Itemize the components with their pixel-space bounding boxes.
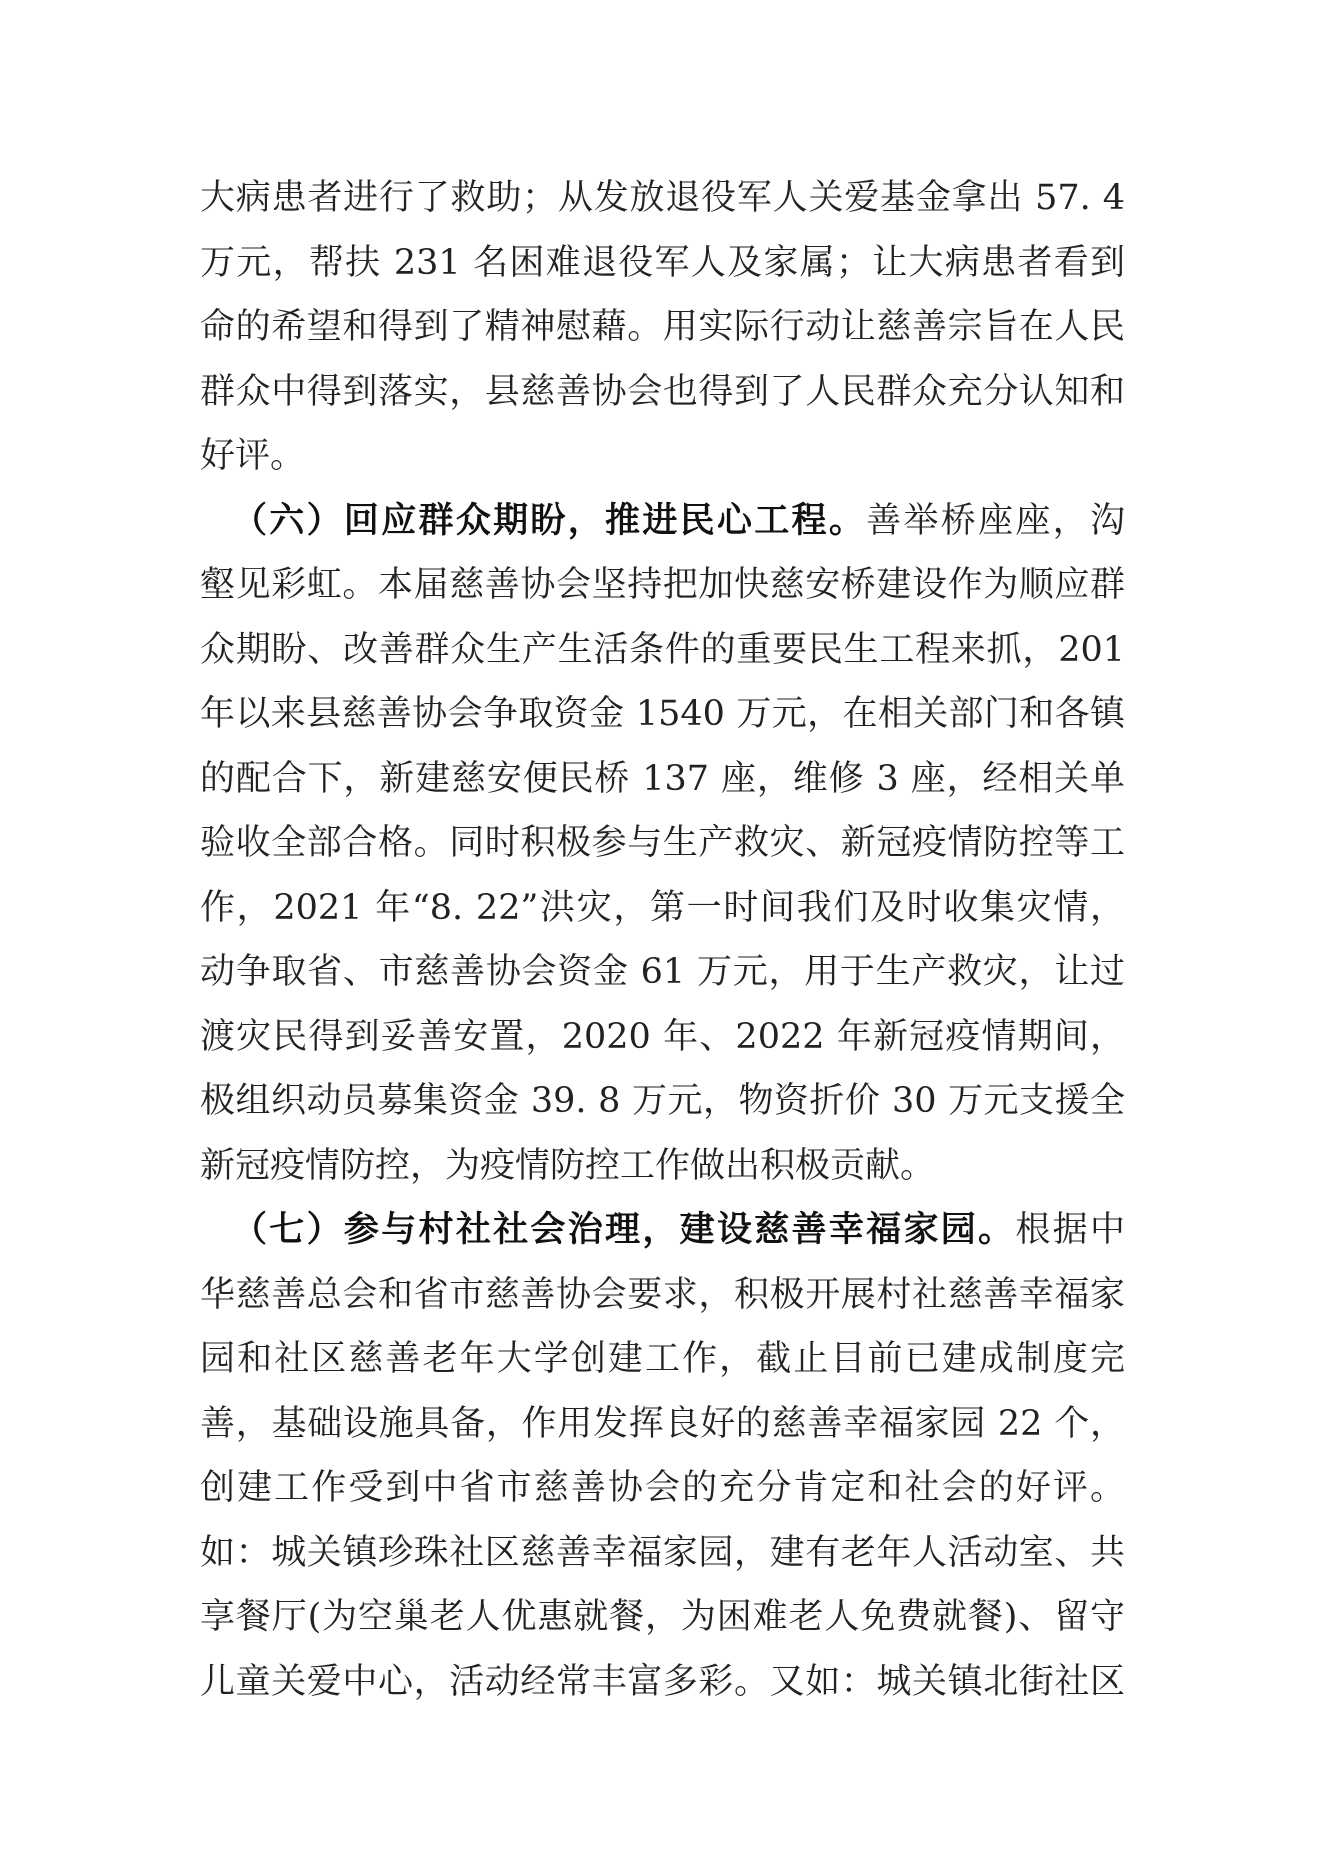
document-body: [200, 166, 1125, 1714]
text-line: 作，2021 年“8. 22”洪灾，第一时间我们及时收集灾情，: [200, 887, 1125, 928]
text-line: 群众中得到落实，县慈善协会也得到了人民群众充分认知和: [200, 371, 1125, 412]
text-line: 的配合下，新建慈安便民桥 137 座，维修 3 座，经相关单: [200, 758, 1125, 799]
text-line: 华慈善总会和省市慈善协会要求，积极开展村社慈善幸福家: [200, 1274, 1125, 1315]
text-line: 新冠疫情防控，为疫情防控工作做出积极贡献。: [200, 1145, 936, 1186]
text-line-with-heading: [200, 489, 1125, 554]
text-line: 极组织动员募集资金 39. 8 万元，物资折价 30 万元支援全: [200, 1081, 1125, 1121]
text-line: 众期盼、改善群众生产生活条件的重要民生工程来抓，201: [200, 629, 1125, 670]
paragraph-relief: [200, 166, 1125, 489]
text-line: 渡灾民得到妥善安置，2020 年、2022 年新冠疫情期间，: [200, 1016, 1125, 1057]
section-heading: （七）参与村社社会治理，建设慈善幸福家园。: [232, 1209, 1016, 1250]
text-line-with-heading: [200, 1198, 1125, 1263]
text-line: 验收全部合格。同时积极参与生产救灾、新冠疫情防控等工: [200, 823, 1125, 863]
text-line: 善，基础设施具备，作用发挥良好的慈善幸福家园 22 个，: [200, 1403, 1125, 1444]
text-line: 如：城关镇珍珠社区慈善幸福家园，建有老年人活动室、共: [200, 1532, 1125, 1573]
text-line: 动争取省、市慈善协会资金 61 万元，用于生产救灾，让过: [200, 952, 1125, 992]
paragraph-section-seven: [200, 1198, 1125, 1714]
text-line: 年以来县慈善协会争取资金 1540 万元，在相关部门和各镇: [200, 694, 1125, 734]
text-line: 好评。: [200, 436, 306, 476]
text-line: 大病患者进行了救助；从发放退役军人关爱基金拿出 57. 4: [200, 178, 1125, 218]
text-line: 创建工作受到中省市慈善协会的充分肯定和社会的好评。: [200, 1468, 1125, 1508]
text-line: 享餐厅(为空巢老人优惠就餐，为困难老人免费就餐)、留守: [200, 1597, 1125, 1637]
text-segment: 善举桥座座，沟: [866, 500, 1125, 541]
text-line: 儿童关爱中心，活动经常丰富多彩。又如：城关镇北街社区: [200, 1661, 1125, 1702]
section-heading: （六）回应群众期盼，推进民心工程。: [232, 499, 867, 541]
text-line: 园和社区慈善老年大学创建工作，截止目前已建成制度完: [200, 1339, 1125, 1379]
text-line: 万元，帮扶 231 名困难退役军人及家属；让大病患者看到: [200, 242, 1125, 283]
text-line: 壑见彩虹。本届慈善协会坚持把加快慈安桥建设作为顺应群: [200, 565, 1125, 605]
text-segment: 根据中: [1015, 1210, 1125, 1250]
paragraph-section-six: [200, 489, 1125, 1199]
text-line: 命的希望和得到了精神慰藉。用实际行动让慈善宗旨在人民: [200, 307, 1125, 347]
